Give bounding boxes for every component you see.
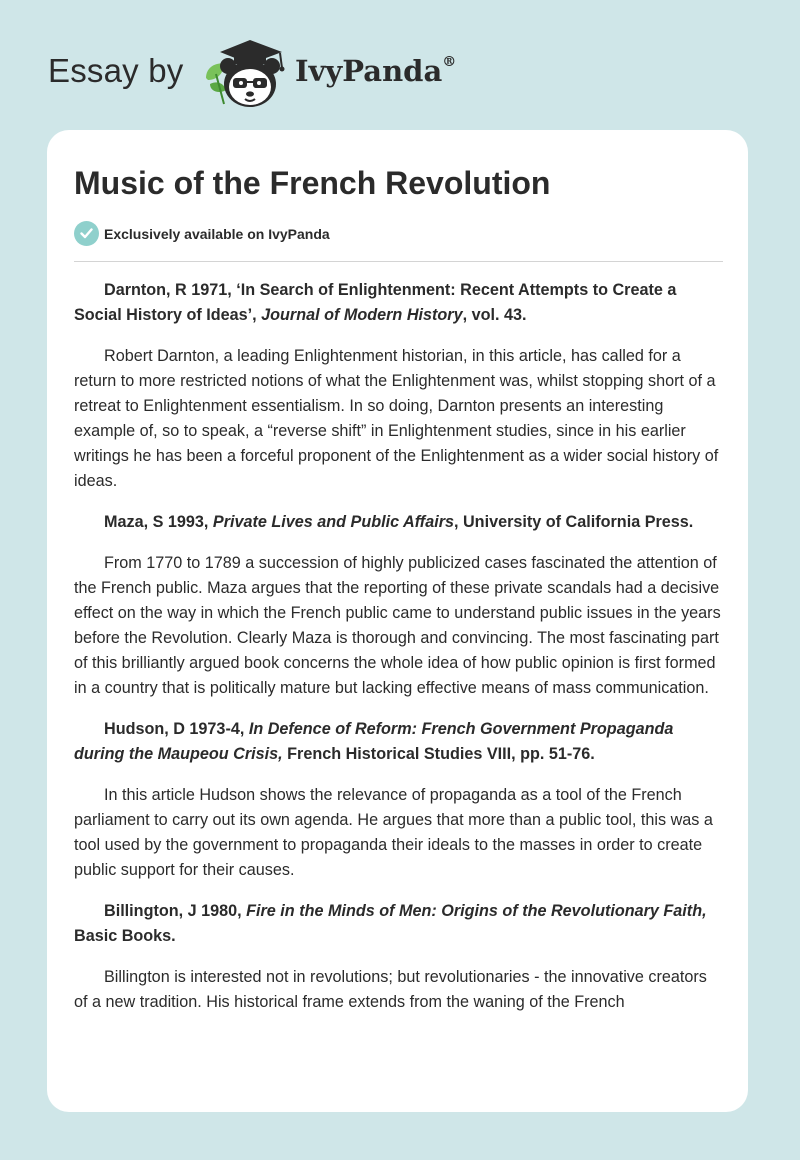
brand-name[interactable]: IvyPanda® <box>295 54 457 88</box>
divider <box>74 261 723 262</box>
reference-citation: Maza, S 1993, Private Lives and Public Affairs, University of California Press. <box>104 513 694 531</box>
article-card <box>47 130 748 1112</box>
reference-summary: Billington is interested not in revolutions; but revolutionaries - the innovative creators of a new tradition. His historical frame extends from the waning of the French <box>74 968 707 1011</box>
reference-citation: Hudson, D 1973-4, In Defence of Reform: French Government Propaganda during the Maupeou Crisis, French Historical Studies VIII, pp. 51-76. <box>74 720 674 763</box>
exclusive-label: Exclusively available on IvyPanda <box>104 226 330 242</box>
panda-graduate-icon[interactable] <box>202 34 292 110</box>
reference-citation: Darnton, R 1971, ‘In Search of Enlightenment: Recent Attempts to Create a Social History of Ideas’, Journal of Modern History, vol. 43. <box>74 281 677 324</box>
reference-summary: From 1770 to 1789 a succession of highly publicized cases fascinated the attention of the French public. Maza argues that the reporting of these private scandals had a decisive effect on the way in which the French public came to understand public issues in the years before the Revolution. Clearly Maza is thorough and convincing. The most fascinating part of this brilliantly argued book concerns the whole idea of how public opinion is first formed in a country that is politically mature but lacking effective means of mass communication. <box>74 554 721 697</box>
site-header <box>48 34 748 114</box>
reference-summary: Robert Darnton, a leading Enlightenment historian, in this article, has called for a return to more restricted notions of what the Enlightenment was, whilst stopping short of a retreat to Enlightenment essentialism. In so doing, Darnton presents an interesting example of, so to speak, a “reverse shift” in Enlightenment studies, since in his earlier writings he has been a forceful proponent of the Enlightenment as a wider social history of ideas. <box>74 347 719 490</box>
trademark-symbol: ® <box>442 54 457 71</box>
page-title: Music of the French Revolution <box>74 165 551 201</box>
check-icon <box>74 221 99 246</box>
reference-citation: Billington, J 1980, Fire in the Minds of Men: Origins of the Revolutionary Faith, Basic Books. <box>74 902 707 945</box>
reference-summary: In this article Hudson shows the relevance of propaganda as a tool of the French parliament to carry out its own agenda. He argues that more than a public tool, this was a tool used by the government to propaganda their ideals to the masses in order to create public support for their causes. <box>74 786 713 879</box>
article-body <box>74 278 724 1031</box>
essay-by-label: Essay by <box>48 52 184 89</box>
